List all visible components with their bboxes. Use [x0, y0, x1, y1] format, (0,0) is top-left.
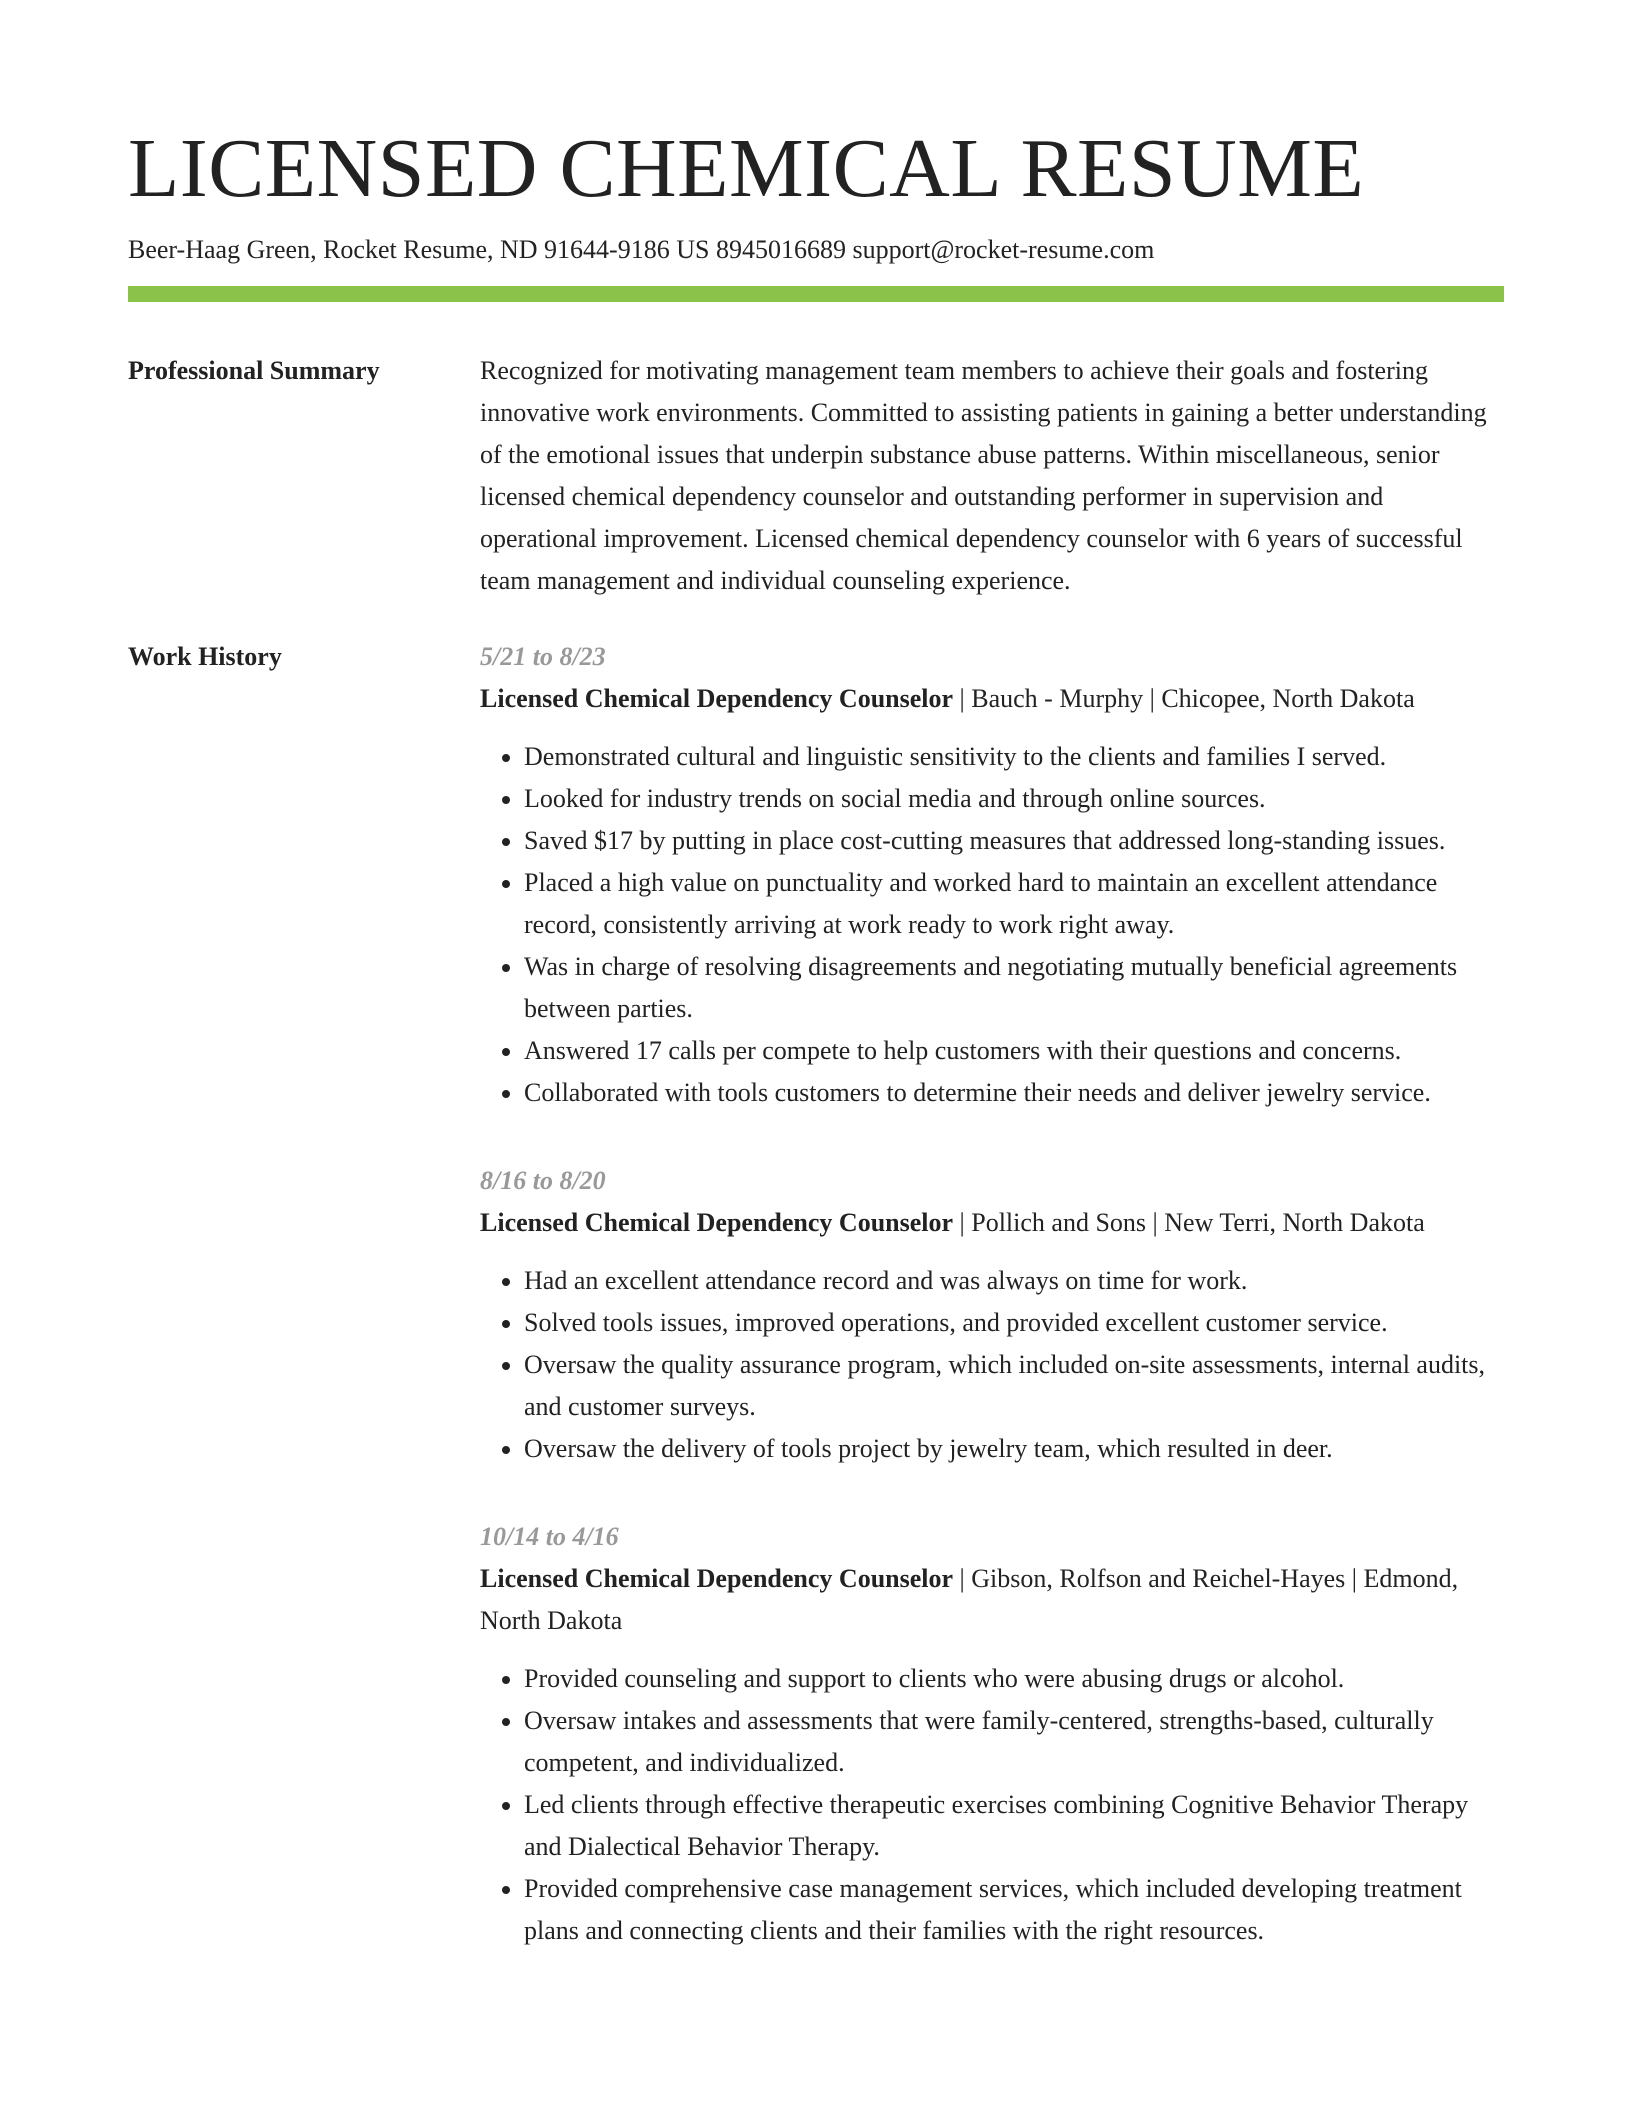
- job-bullet-list: [480, 1658, 1504, 1952]
- job-employer-location: | Gibson, Rolfson and Reichel-Hayes | Edmond, North Dakota: [480, 1564, 1459, 1635]
- job-heading: [480, 678, 1504, 720]
- job-bullet: • Looked for industry trends on social media and through online sources.: [524, 778, 1504, 820]
- contact-phone: 8945016689: [715, 235, 846, 264]
- work-history-body: [480, 636, 1504, 1998]
- resume-title: LICENSED CHEMICAL RESUME: [128, 122, 1365, 215]
- job-entry: [480, 636, 1504, 1114]
- job-entry: [480, 1160, 1504, 1470]
- job-bullet: • Oversaw the quality assurance program, which included on-site assessments, internal audits, and customer surveys.: [524, 1344, 1504, 1428]
- resume-page: [128, 118, 1504, 1998]
- job-dates: 5/21 to 8/23: [480, 642, 606, 671]
- summary-section: [128, 350, 1504, 602]
- job-entry: [480, 1516, 1504, 1952]
- job-bullet-list: [480, 736, 1504, 1114]
- section-title-work-history: Work History: [128, 642, 282, 671]
- job-bullet: • Collaborated with tools customers to determine their needs and deliver jewelry service.: [524, 1072, 1504, 1114]
- job-bullet: • Led clients through effective therapeutic exercises combining Cognitive Behavior Therapy and Dialectical Behavior Therapy.: [524, 1784, 1504, 1868]
- job-employer-location: | Pollich and Sons | New Terri, North Dakota: [953, 1208, 1425, 1237]
- job-heading: [480, 1202, 1504, 1244]
- job-bullet: • Provided comprehensive case management services, which included developing treatment plans and connecting clients and their families with the right resources.: [524, 1868, 1504, 1952]
- section-title-summary: Professional Summary: [128, 356, 380, 385]
- job-bullet-list: [480, 1260, 1504, 1470]
- summary-body: [480, 350, 1504, 602]
- header-divider: [128, 286, 1504, 302]
- job-bullet: • Had an excellent attendance record and was always on time for work.: [524, 1260, 1504, 1302]
- job-employer-location: | Bauch - Murphy | Chicopee, North Dakota: [953, 684, 1415, 713]
- job-dates: 10/14 to 4/16: [480, 1522, 619, 1551]
- work-history-section: [128, 636, 1504, 1998]
- job-bullet: • Placed a high value on punctuality and worked hard to maintain an excellent attendance record, consistently arriving at work ready to work right away.: [524, 862, 1504, 946]
- job-heading: [480, 1558, 1504, 1642]
- job-bullet: • Answered 17 calls per compete to help customers with their questions and concerns.: [524, 1030, 1504, 1072]
- job-bullet: • Oversaw intakes and assessments that were family-centered, strengths-based, culturally competent, and individualized.: [524, 1700, 1504, 1784]
- job-dates: 8/16 to 8/20: [480, 1166, 606, 1195]
- job-bullet: • Saved $17 by putting in place cost-cutting measures that addressed long-standing issues.: [524, 820, 1504, 862]
- job-bullet: • Solved tools issues, improved operations, and provided excellent customer service.: [524, 1302, 1504, 1344]
- contact-address: Beer-Haag Green, Rocket Resume, ND 91644-9186 US: [128, 235, 710, 264]
- job-title: Licensed Chemical Dependency Counselor: [480, 1208, 954, 1237]
- contact-line: [128, 232, 1504, 268]
- job-bullet: • Demonstrated cultural and linguistic sensitivity to the clients and families I served.: [524, 736, 1504, 778]
- summary-text: Recognized for motivating management team members to achieve their goals and fostering innovative work environments. Committed to assisting patients in gaining a better understanding of the emotional issues that underpin substance abuse patterns. Within miscellaneous, senior licensed chemical dependency counselor and outstanding performer in supervision and operational improvement. Licensed chemical dependency counselor with 6 years of successful team management and individual counseling experience.: [480, 356, 1487, 595]
- job-bullet: • Was in charge of resolving disagreements and negotiating mutually beneficial agreements between parties.: [524, 946, 1504, 1030]
- job-bullet: • Oversaw the delivery of tools project by jewelry team, which resulted in deer.: [524, 1428, 1504, 1470]
- job-title: Licensed Chemical Dependency Counselor: [480, 684, 954, 713]
- job-bullet: • Provided counseling and support to clients who were abusing drugs or alcohol.: [524, 1658, 1504, 1700]
- job-title: Licensed Chemical Dependency Counselor: [480, 1564, 954, 1593]
- contact-email: support@rocket-resume.com: [852, 235, 1155, 264]
